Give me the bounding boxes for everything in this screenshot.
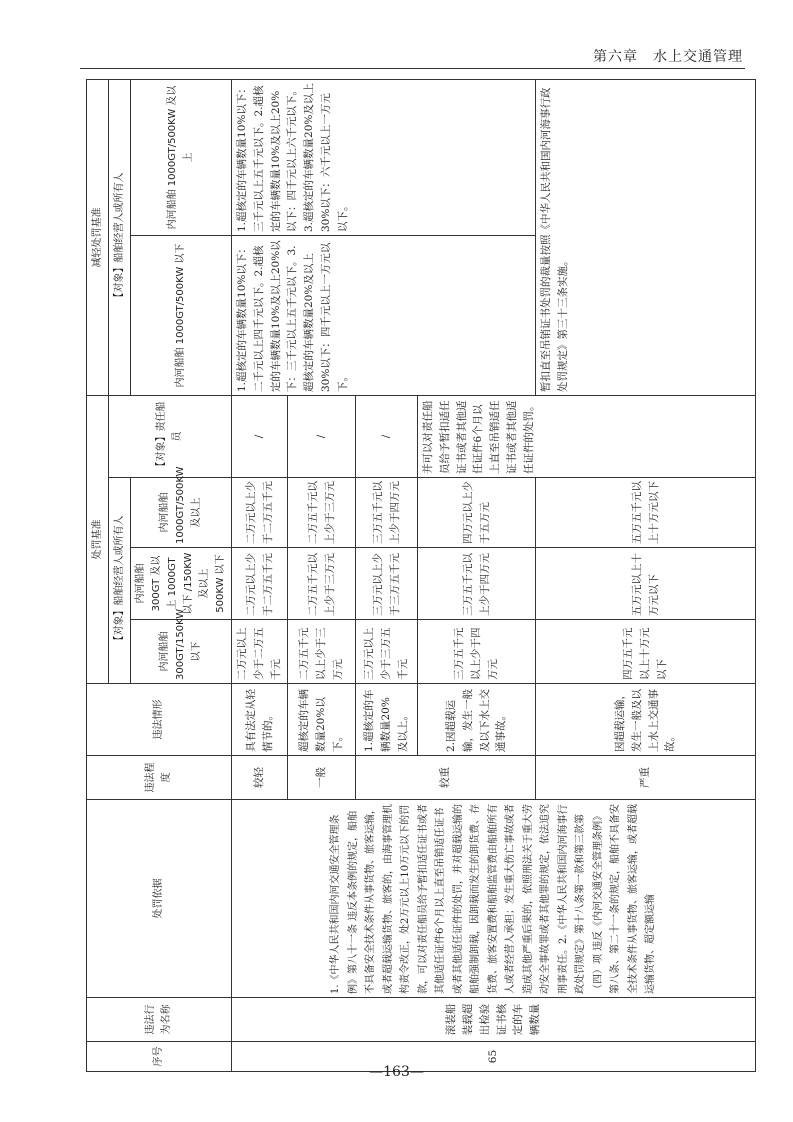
cell-reduced-large: 1.超核定的车辆数量10%以下：三千元以上五千元以下。2.超核定的车辆数量10%及以上20%以下：四千元以上六千元以下。3.超核定的车辆数量20%及以上30%以下：六千元以上一万元以下。 bbox=[232, 79, 536, 235]
header-seq: 序号 bbox=[87, 1042, 232, 1072]
cell-mid-general: 二万五千元以上少于三万元 bbox=[288, 548, 356, 620]
cell-mid-serious-a: 三万元以上少于三万五千元 bbox=[356, 548, 418, 620]
cell-crew-minor: / bbox=[232, 396, 288, 478]
header-violation-name: 违法行为名称 bbox=[87, 998, 232, 1042]
cell-large-serious-b: 四万元以上少于五万元 bbox=[418, 478, 536, 548]
cell-mid-serious-b: 三万五千元以上少于四万元 bbox=[418, 548, 536, 620]
header-reduced-col-small: 内河船舶 1000GT/500KW 以下 bbox=[131, 236, 232, 396]
cell-small-minor: 二万元以上少于二万五千元 bbox=[232, 620, 288, 684]
header-situation: 违法情形 bbox=[87, 684, 232, 756]
cell-small-severe: 四万五千元以上十万元以下 bbox=[536, 620, 756, 684]
header-rule bbox=[80, 68, 745, 69]
cell-mid-severe: 五万元以上十万元以下 bbox=[536, 548, 756, 620]
header-basis: 处罚依据 bbox=[87, 800, 232, 998]
cell-small-serious-b: 三万五千元以上少于四万元 bbox=[418, 620, 536, 684]
cell-situation-general: 超核定的车辆数量20%以下。 bbox=[288, 684, 356, 756]
cell-large-minor: 二万元以上少于二万五千元 bbox=[232, 478, 288, 548]
cell-crew-serious-b: 并可以对责任船员给予暂扣适任证书或者其他适任证件6个月以上直至吊销适任证书或者其他适任证件的处罚。 bbox=[418, 396, 756, 478]
cell-large-serious-a: 三万五千元以上少于四万元 bbox=[356, 478, 418, 548]
header-degree: 违法程度 bbox=[87, 756, 232, 800]
cell-large-general: 二万五千元以上少于三万元 bbox=[288, 478, 356, 548]
cell-mid-minor: 二万元以上少于二万五千元 bbox=[232, 548, 288, 620]
cell-violation-name: 滚装船装载超出检验证书核定的车辆数量 bbox=[232, 998, 756, 1042]
cell-situation-minor: 具有法定从轻情节的。 bbox=[232, 684, 288, 756]
cell-reduced-small: 1.超核定的车辆数量10%以下：二千元以上四千元以下。2.超核定的车辆数量10%及以上20%以下：三千元以上五千元以下。3.超核定的车辆数量20%及以上30%以下：四千元以上一万元以下。 bbox=[232, 236, 536, 396]
header-col-large: 内河船舶 1000GT/500KW 及以上 bbox=[131, 478, 232, 548]
header-reduced-standard: 减轻处罚基准 bbox=[87, 79, 109, 395]
header-col-mid: 内河船舶 300GT 及以上 1000GT 以下 /150KW 及以上 500KW 以下 bbox=[131, 548, 232, 620]
cell-small-general: 二万五千元以上少于三万元 bbox=[288, 620, 356, 684]
header-reduced-col-large: 内河船舶 1000GT/500KW 及以上 bbox=[131, 79, 232, 235]
penalty-table-rotated bbox=[86, 80, 716, 1072]
cell-seq: 65 bbox=[232, 1042, 756, 1072]
cell-situation-serious-a: 1.超核定的车辆数量20%及以上。 bbox=[356, 684, 418, 756]
cell-crew-severe-note: 暂扣直至吊销证书处罚的裁量按照《中华人民共和国内河海事行政处罚规定》第三十三条实施。 bbox=[536, 79, 756, 395]
header-col-small: 内河船舶 300GT/150KW 以下 bbox=[131, 620, 232, 684]
chapter-header: 第六章 水上交通管理 bbox=[593, 49, 743, 65]
cell-crew-serious-a: / bbox=[356, 396, 418, 478]
header-standard: 处罚基准 bbox=[87, 396, 109, 684]
cell-degree-severe: 严重 bbox=[536, 756, 756, 800]
header-target-crew: 【对象】责任船员 bbox=[109, 396, 232, 478]
cell-crew-general: / bbox=[288, 396, 356, 478]
penalty-standard-table bbox=[86, 79, 756, 1072]
cell-large-severe: 五万五千元以上十万元以下 bbox=[536, 478, 756, 548]
cell-small-serious-a: 三万元以上少于三万五千元 bbox=[356, 620, 418, 684]
header-target-owner: 【对象】船舶经营人或所有人 bbox=[109, 478, 131, 684]
cell-basis: 1.《中华人民共和国内河交通安全管理条例》第八十一条 违反本条例的规定，船舶不具备安全技术条件从事货物、旅客运输，或者超载运输货物、旅客的，由海事管理机构责令改正，处2万元以上10万元以下的罚款，可以对责任船员给予暂扣适任证书或者其他适任证件6个月以上直至吊销适任证书或者其他适任证件的处罚，并对超载运输的船舶强制卸载，因卸载而发生的卸货费、存货费、旅客安置费和船舶监管费由船舶所有人或者经营人承担；发生重大伤亡事故或者造成其他严重后果的，依照刑法关于重大劳动安全事故罪或者其他罪的规定，依法追究刑事责任。2.《中华人民共和国内河海事行政处罚规定》第十八条第一款和第三款第（四）项 违反《内河交通安全管理条例》第八条、第二十一条的规定，船舶不具备安全技术条件从事货物、旅客运输，或者超载运输货物、超定额运输 bbox=[232, 800, 756, 998]
page-number: —163— bbox=[369, 1064, 424, 1080]
cell-degree-general: 一般 bbox=[288, 756, 356, 800]
header-reduced-target-owner: 【对象】船舶经营人或所有人 bbox=[109, 79, 131, 395]
cell-degree-serious: 较重 bbox=[356, 756, 536, 800]
cell-degree-minor: 较轻 bbox=[232, 756, 288, 800]
cell-situation-severe: 因超载运输，发生一般及以上水上交通事故。 bbox=[536, 684, 756, 756]
cell-situation-serious-b: 2.因超载运输，发生一般及以下水上交通事故。 bbox=[418, 684, 536, 756]
